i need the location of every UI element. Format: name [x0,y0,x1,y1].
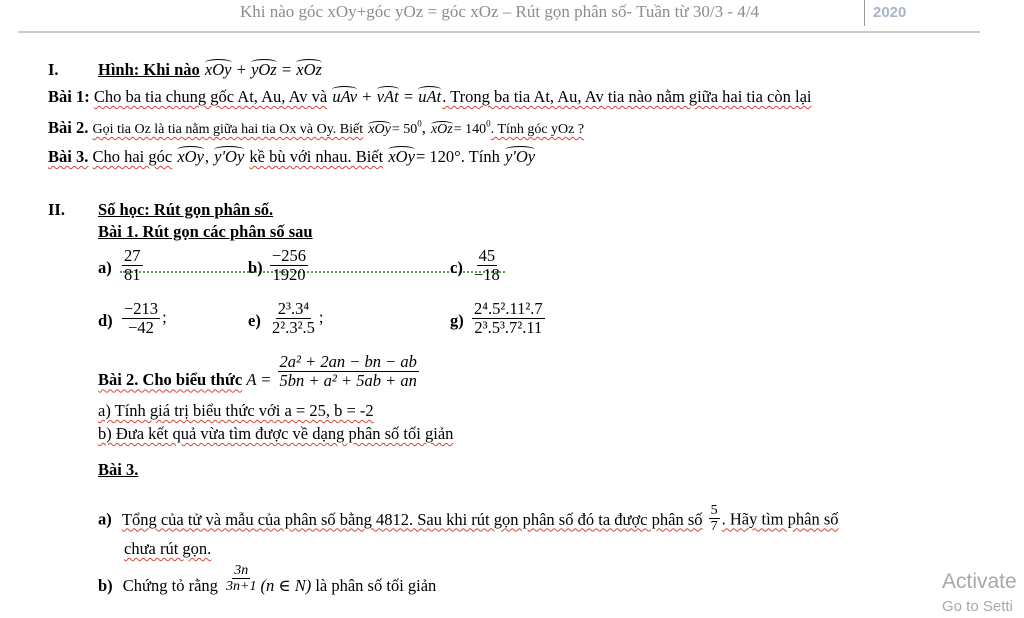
activate-watermark: Activate [942,570,1017,593]
s2-bai3-a [98,505,839,537]
frac-b-label: b) [248,258,263,277]
s1-bai2: Bài 2. Gọi tia Oz là tia nằm giữa hai tia Ox và Oy. Biết $xOy= 50^0$, $xOz= 140^0$. Tính góc yOz ? [48,118,585,137]
s1-bai2-label: Bài 2. [48,118,89,137]
s2-bai3-b-den: 3n+1 [226,579,257,595]
frac-c-label: c) [450,258,463,277]
s1-bai2-text1: Gọi tia Oz là tia nằm giữa hai tia Ox và Oy. Biết [92,122,364,137]
s2-bai2-num: 2a² + 2an − bn − ab [279,352,417,371]
s1-bai2-text2: . Tính góc yOz ? [490,122,585,137]
angle-xoz: xOz [296,60,322,79]
angle-xoy-3: xOy [177,147,204,166]
frac-e-den: 2².3².5 [272,318,315,338]
frac-g-num: 2⁴.5².11².7 [474,299,543,318]
s1-bai3: Bài 3. Cho hai góc xOy, y'Oy kề bù với nhau. Biết xOy= 120°. Tính y'Oy [48,147,536,166]
s1-bai1: Bài 1: Cho ba tia chung gốc At, Au, Av và uAv + vAt = uAt. Trong ba tia At, Au, Av tia nào nằm giữa hai tia còn lại [48,87,812,106]
frac-b-den: 1920 [272,265,306,285]
s2-bai1-label: Bài 1. Rút gọn các phân số sau [98,222,313,241]
frac-a [120,247,145,284]
s2-bai3-b-text1: Chứng tỏ rằng [122,575,218,595]
grammar-underline [120,268,505,273]
frac-c-num: 45 [478,246,496,265]
header-title: Khi nào góc xOy+góc yOz = góc xOz – Rút gọn phân số- Tuần từ 30/3 - 4/4 [240,2,759,21]
s2-bai2-a: a) Tính giá trị biểu thức với a = 25, b = -2 [98,401,374,420]
s2-bai2-label: Bài 2. Cho biểu thức [98,370,243,390]
s1-bai3-text2: kề bù với nhau. Biết [249,147,384,166]
s2-bai3-a-num: 5 [710,503,718,518]
s1-bai2-b-val: = 140 [453,122,487,137]
frac-b-num: −256 [272,246,307,265]
angle-uat: uAt [418,87,442,106]
s1-bai3-text1: Cho hai góc [92,147,173,166]
frac-d-label: d) [98,311,113,330]
section1-heading: Hình: Khi nào xOy + yOz = xOz [98,60,322,79]
angle-xoy: xOy [204,60,232,79]
header-year: 2020 [864,0,906,26]
frac-g-label: g) [450,311,464,330]
s2-bai3-b-num: 3n [234,563,249,578]
angle-yoz: yOz [251,60,277,79]
s2-bai3-a-text1: Tổng của tử và mẫu của phân số bằng 4812. Sau khi rút gọn phân số đó ta được phân số [121,509,703,529]
s1-bai3-label: Bài 3. [48,147,89,166]
s2-bai2-lhs: A = [246,370,272,390]
deg-sup-1: 0 [417,118,422,129]
s2-bai3-a-text2: . Hãy tìm phân số [721,509,839,529]
section2-number: II. [48,200,65,219]
angle-y-oy: y'Oy [214,147,245,166]
frac-g-den: 2³.5³.7².11 [474,318,543,338]
frac-d-num: −213 [124,299,159,318]
s2-bai3-b-text2: là phân số tối giản [315,575,437,595]
frac-e [268,300,324,337]
s2-bai3-a-text3: chưa rút gọn. [124,539,212,558]
frac-e-sep: ; [318,307,324,327]
s2-bai2-b: b) Đưa kết quả vừa tìm được về dạng phân số tối giản [98,424,454,443]
section1-number: I. [48,60,59,79]
s1-bai1-label: Bài 1: [48,87,90,106]
s2-bai3-b [98,563,436,595]
angle-xoy-2: xOy [368,122,391,137]
settings-watermark: Go to Setti [942,598,1013,615]
frac-a-label: a) [98,258,112,277]
s2-bai3-label: Bài 3. [98,460,139,479]
frac-a-den: 81 [124,265,141,285]
frac-e-label: e) [248,311,261,330]
frac-g [470,300,547,337]
s2-bai3-b-label: b) [98,575,113,595]
angle-uav: uAv [332,87,358,106]
angle-xoy-4: xOy [388,147,415,166]
frac-e-num: 2³.3⁴ [277,299,310,318]
s1-bai3-text3: . Tính [460,147,500,166]
frac-d-den: −42 [128,318,154,338]
s2-bai3-b-cond: (n ∈ N) [260,575,312,595]
document-header [0,0,1024,30]
frac-c-den: −18 [474,265,500,285]
s2-bai3-a-label: a) [98,509,112,529]
header-rule [18,31,980,33]
s2-bai2-den: 5bn + a² + 5ab + an [279,371,417,391]
s1-bai3-c-val: = 120° [415,147,461,166]
frac-b [268,247,310,284]
s2-bai2 [98,353,421,390]
angle-xoz-2: xOz [430,122,453,137]
s1-bai1-text2: . Trong ba tia At, Au, Av tia nào nằm giữa hai tia còn lại [442,87,812,106]
section1-title: Hình: Khi nào [98,60,200,79]
deg-sup-2: 0 [486,118,491,129]
frac-d-sep: ; [162,307,167,327]
frac-a-num: 27 [124,246,141,265]
angle-vat: vAt [376,87,399,106]
s1-bai2-a-val: = 50 [391,122,418,137]
frac-d [120,300,167,337]
frac-c [470,247,504,284]
angle-y-oy-2: y'Oy [504,147,536,166]
section2-title: Số học: Rút gọn phân số. [98,200,274,219]
s2-bai3-a-den: 7 [710,519,718,535]
s1-bai1-text1: Cho ba tia chung gốc At, Au, Av và [93,87,328,106]
